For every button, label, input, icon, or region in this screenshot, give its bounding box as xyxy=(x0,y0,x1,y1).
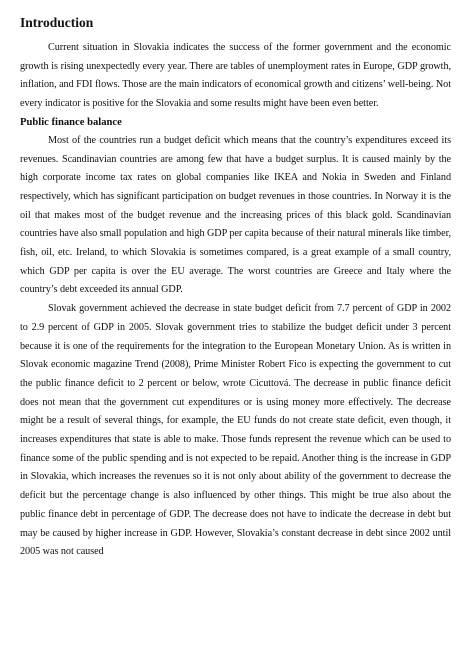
body-paragraph-1: Most of the countries run a budget deficit which means that the country’s expenditures exceed its revenues. Scandinavian countries are among few that have a budget surplus. It is caused mainly by the high corporate income tax rates on global companies like IKEA and Nokia in Sweden and Finland respectively, which has significant participation on budget revenues in those countries. In Norway it is the oil that makes most of the budget revenue and the increasing prices of this black gold. Scandinavian countries have also small population and high GDP per capita because of their natural minerals like timber, fish, oil, etc. Ireland, to which Slovakia is sometimes compared, is a great example of a small country, which GDP per capita is over the EU average. The worst countries are Greece and Italy where the country’s debt exceeded its annual GDP. xyxy=(20,134,451,296)
intro-paragraph: Current situation in Slovakia indicates the success of the former government and the economic growth is rising unexpectedly every year. There are tables of unemployment rates in Europe, GDP growth, inflation, and FDI flows. Those are the main indicators of economical growth and citizens’ well-being. Not every indicator is positive for the Slovakia and some results might have been even better. xyxy=(20,42,451,110)
body-paragraph-2: Slovak government achieved the decrease in state budget deficit from 7.7 percent of GDP in 2002 to 2.9 percent of GDP in 2005. Slovak government tries to stabilize the budget deficit under 3 percent because it is one of the requirements for the integration to the European Monetary Union. As is written in Slovak economic magazine Trend (2008), Prime Minister Robert Fico is expecting the government to cut the public finance deficit to 2 percent or below, wrote Cicuttová. The decrease in public finance deficit does not mean that the government cut expenditures or is using money more effectively. The decrease might be a result of several things, for example, the EU funds do not create state deficit, even though, it increases expenditures that state is able to make. Those funds represent the revenue which can be used to finance some of the public spending and is not expected to be repaid. Another thing is the increase in GDP in Slovakia, which increases the revenues so it is not only about ability of the government to decrease the deficit but the percentage change is also influenced by other things. This might be true also about the public finance debt in percentage of GDP. The decrease does not have to indicate the decrease in debt but may be caused by higher increase in GDP. However, Slovakia’s constant decrease in debt since 2002 until 2005 was not caused xyxy=(20,303,451,558)
section-title: Public finance balance xyxy=(20,116,122,128)
document-title: Introduction xyxy=(20,15,94,30)
